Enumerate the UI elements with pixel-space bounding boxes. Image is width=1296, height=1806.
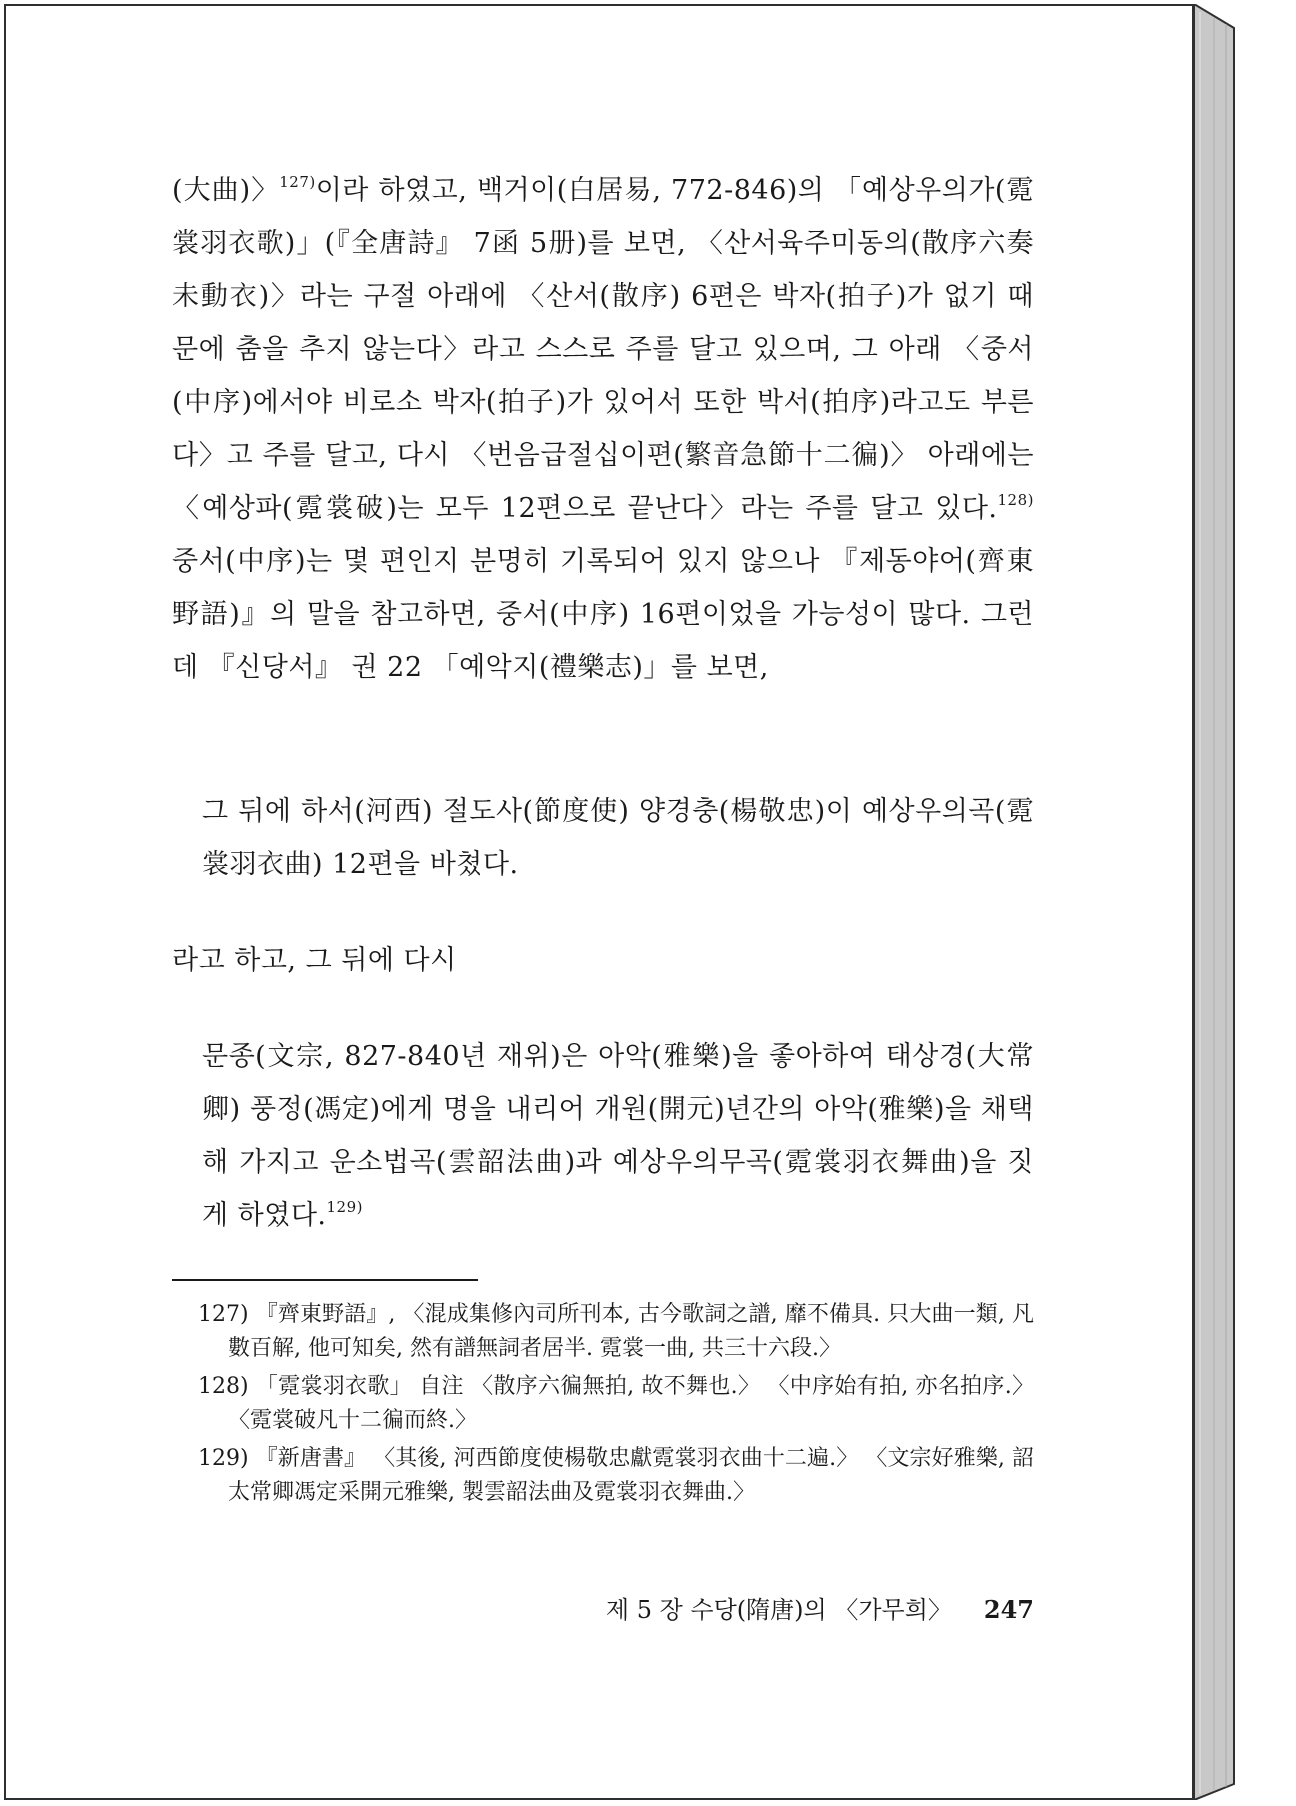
footnote-text: 『齊東野語』, 〈混成集修內司所刊本, 古今歌詞之譜, 靡不備具. 只大曲一類, 凡數百解, 他可知矣, 然有譜無詞者居半. 霓裳一曲, 共三十六段.〉 xyxy=(228,1302,1035,1361)
block-quote-1 xyxy=(202,785,1034,891)
footnote-number: 128) xyxy=(198,1374,249,1399)
block-quote-2-text: 문종(文宗, 827-840년 재위)은 아악(雅樂)을 좋아하여 태상경(大常卿) 풍정(馮定)에게 명을 내리어 개원(開元)년간의 아악(雅樂)을 채택해 가지고 운소법곡(雲韶法曲)과 예상우의무곡(霓裳羽衣舞曲)을 짓게 하였다. xyxy=(202,1041,1034,1231)
page-edge-stack xyxy=(1194,4,1242,1800)
footnote-ref-129[interactable]: 129) xyxy=(326,1198,363,1216)
footnotes xyxy=(198,1298,1034,1514)
footnote-number: 129) xyxy=(198,1446,249,1471)
footnote-128 xyxy=(198,1370,1034,1438)
footnote-text: 「霓裳羽衣歌」 自注 〈散序六徧無拍, 故不舞也.〉 〈中序始有拍, 亦名拍序.〉 〈霓裳破凡十二徧而終.〉 xyxy=(228,1374,1034,1433)
footnote-ref-127[interactable]: 127) xyxy=(279,173,316,191)
paragraph-1 xyxy=(172,164,1034,694)
footnote-ref-128[interactable]: 128) xyxy=(997,491,1034,509)
footnote-129 xyxy=(198,1442,1034,1510)
paragraph-2 xyxy=(172,934,1034,987)
block-quote-1-text: 그 뒤에 하서(河西) 절도사(節度使) 양경충(楊敬忠)이 예상우의곡(霓裳羽衣曲) 12편을 바쳤다. xyxy=(202,796,1034,880)
paragraph-1-text-c: 중서(中序)는 몇 편인지 분명히 기록되어 있지 않으나 『제동야어(齊東野語)』의 말을 참고하면, 중서(中序) 16편이었을 가능성이 많다. 그런데 『신당서』 권 22 「예악지(禮樂志)」를 보면, xyxy=(172,546,1034,683)
paragraph-1-text-b: 이라 하였고, 백거이(白居易, 772-846)의 「예상우의가(霓裳羽衣歌)」(『全唐詩』 7函 5册)를 보면, 〈산서육주미동의(散序六奏未動衣)〉라는 구절 아래에 〈산서(散序) 6편은 박자(拍子)가 없기 때문에 춤을 추지 않는다〉라고 스스로 주를 달고 있으며, 그 아래 〈중서(中序)에서야 비로소 박자(拍子)가 있어서 또한 박서(拍序)라고도 부른다〉고 주를 달고, 다시 〈번음급절십이편(繁音急節十二徧)〉 아래에는 〈예상파(霓裳破)는 모두 12편으로 끝난다〉라는 주를 달고 있다. xyxy=(172,175,1034,524)
footnote-text: 『新唐書』 〈其後, 河西節度使楊敬忠獻霓裳羽衣曲十二遍.〉 〈文宗好雅樂, 詔太常卿馮定采開元雅樂, 製雲韶法曲及霓裳羽衣舞曲.〉 xyxy=(228,1446,1034,1505)
footnote-divider xyxy=(172,1279,478,1281)
footnote-number: 127) xyxy=(198,1302,249,1327)
footnote-127 xyxy=(198,1298,1034,1366)
page-number: 247 xyxy=(983,1595,1034,1624)
paragraph-2-text: 라고 하고, 그 뒤에 다시 xyxy=(172,945,457,976)
paragraph-1-text-a: (大曲)〉 xyxy=(172,175,280,206)
block-quote-2 xyxy=(202,1030,1034,1242)
chapter-title: 제 5 장 수당(隋唐)의 〈가무희〉 xyxy=(605,1596,952,1624)
running-footer xyxy=(560,1592,1034,1628)
